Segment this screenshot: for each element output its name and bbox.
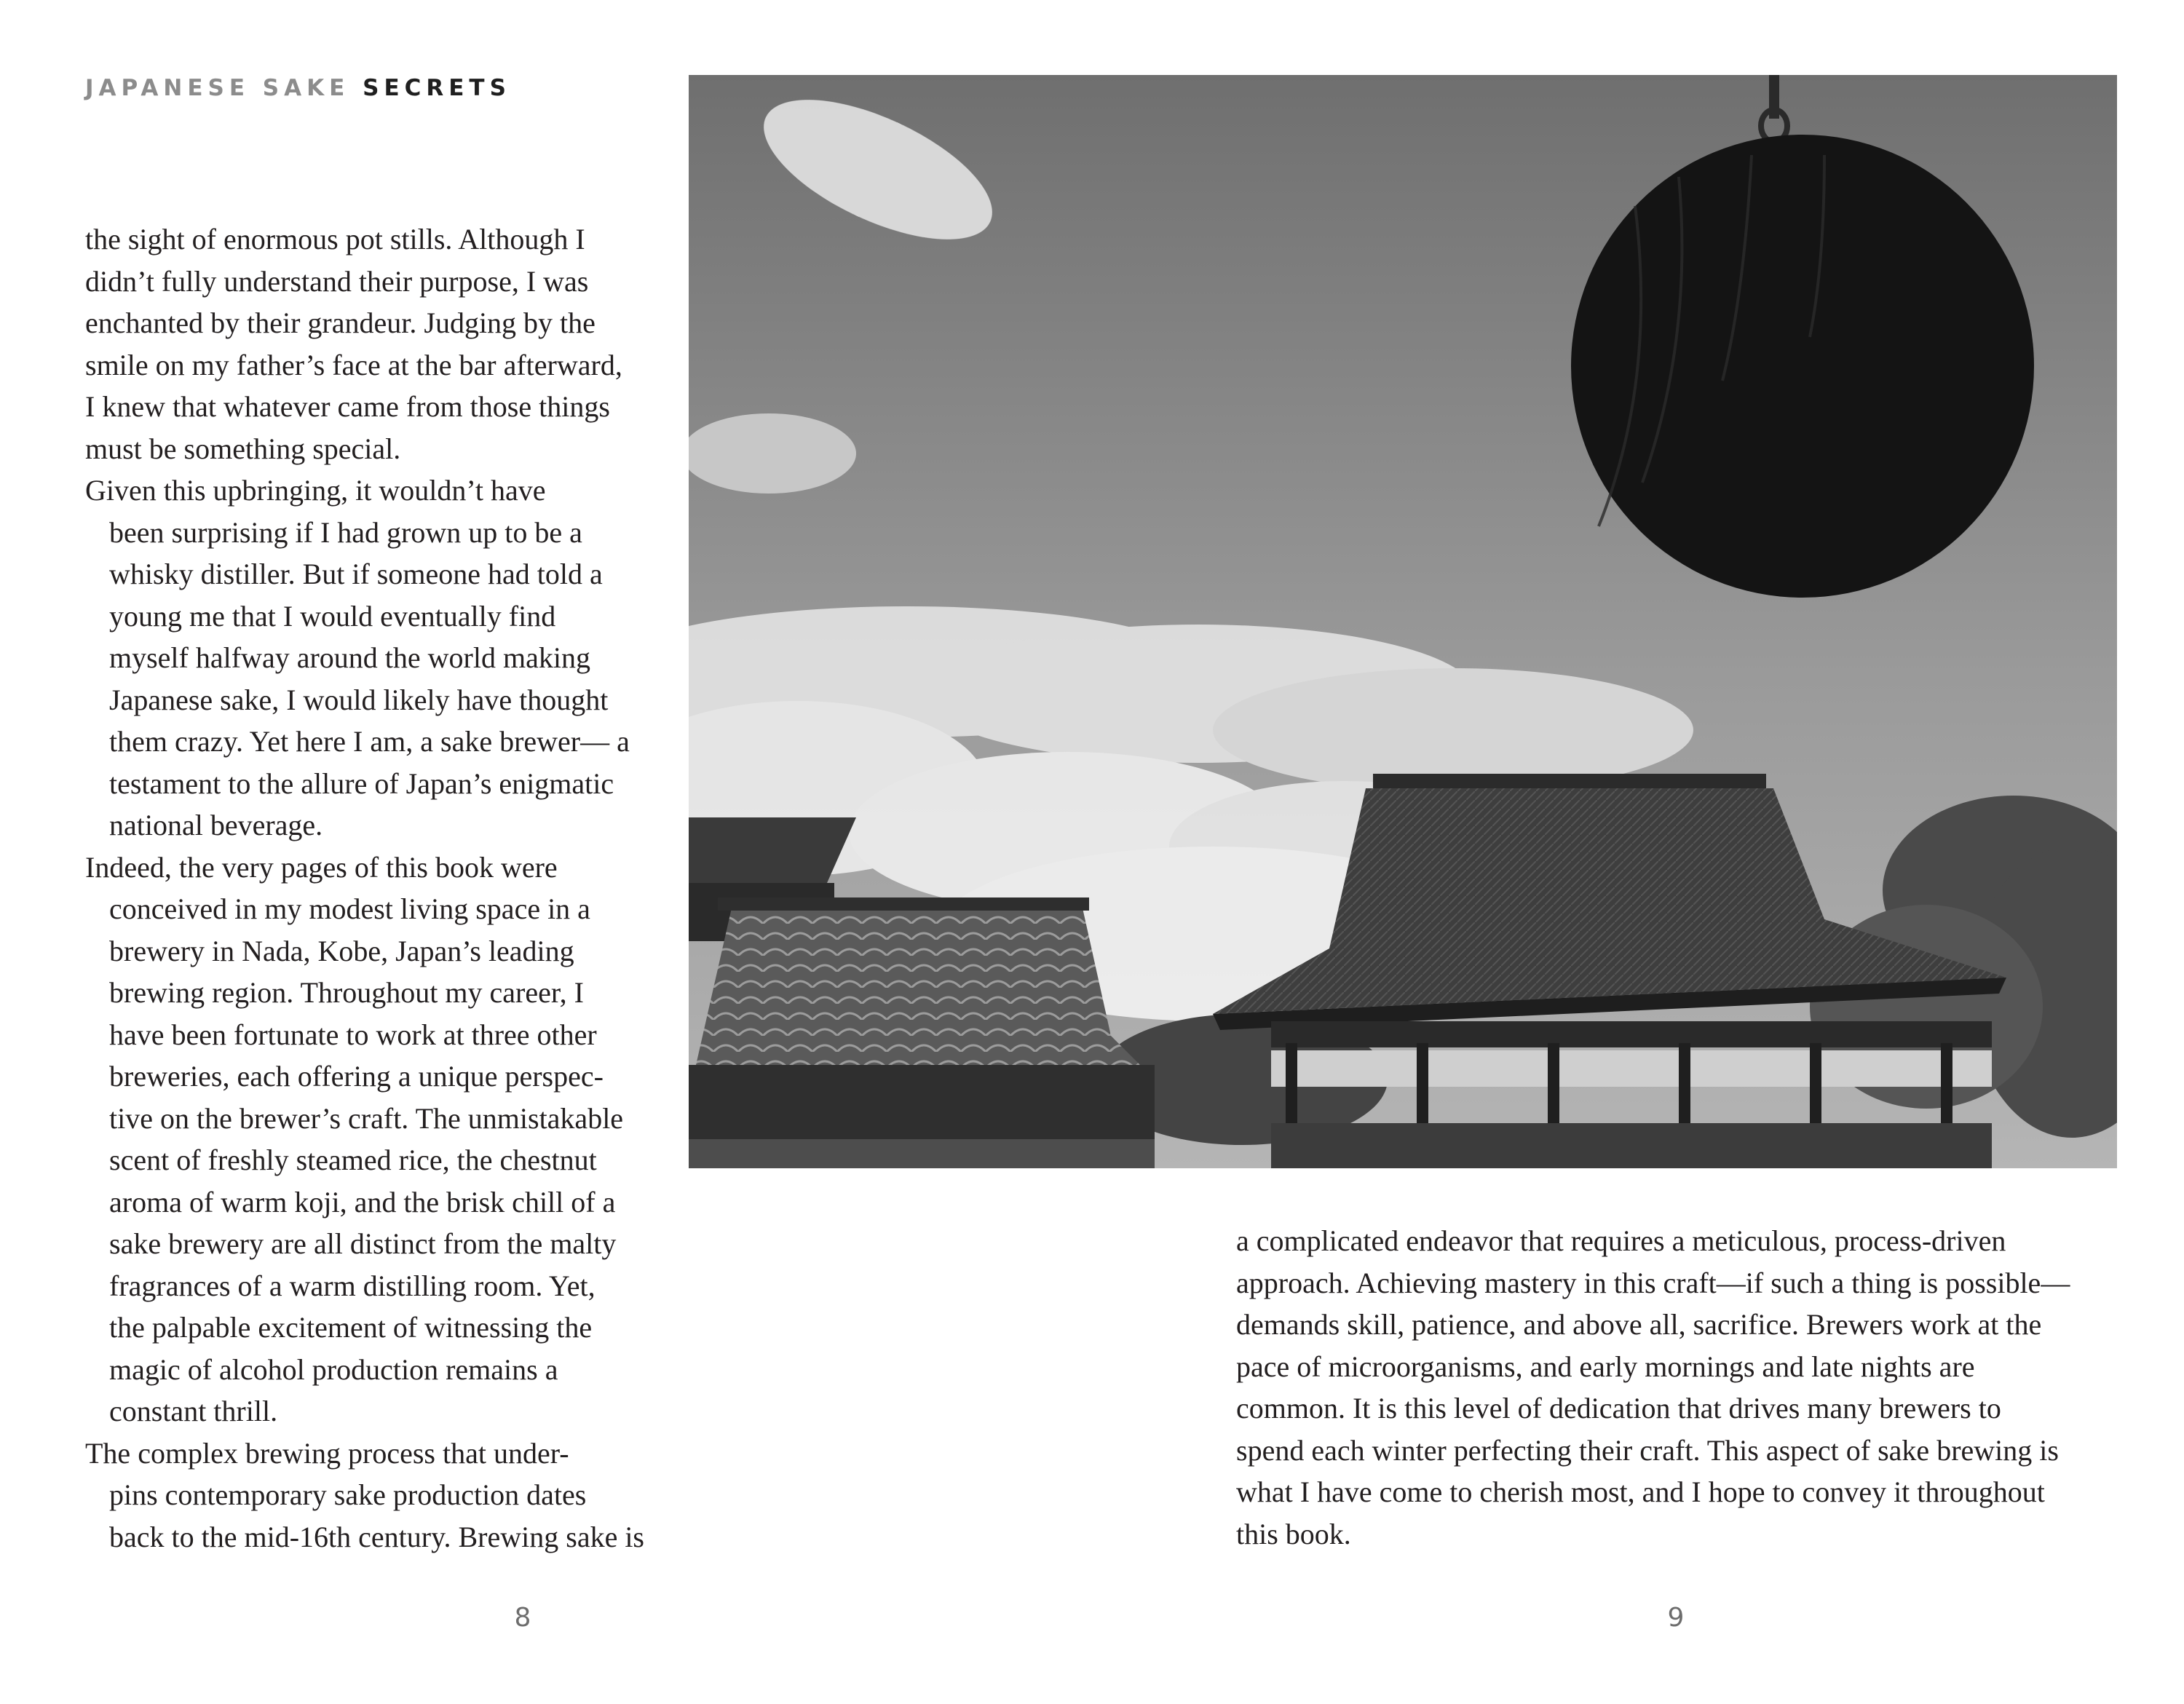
left-page-body	[85, 218, 653, 1558]
page-number-right: 9	[1667, 1603, 1685, 1633]
body-paragraph	[85, 1432, 653, 1558]
body-paragraph	[85, 847, 653, 1432]
text-line: The complex brewing process that under-	[85, 1436, 569, 1470]
text-line: aroma of warm koji, and the brisk chill of a	[109, 1185, 616, 1218]
text-line: a complicated endeavor that requires a meticulous, process-driven	[1236, 1224, 2006, 1257]
sugidama-temple-photo	[689, 75, 2117, 1168]
text-line: young me that I would eventually find	[109, 599, 556, 633]
text-line: myself halfway around the world making	[109, 641, 590, 674]
text-line: Indeed, the very pages of this book were	[85, 850, 558, 884]
text-line: didn’t fully understand their purpose, I was	[85, 264, 589, 298]
text-line: pace of microorganisms, and early mornings and late nights are	[1236, 1350, 1975, 1383]
page-number-left: 8	[514, 1603, 531, 1633]
text-line: the sight of enormous pot stills. Although I	[85, 223, 585, 255]
text-line: common. It is this level of dedication that drives many brewers to	[1236, 1392, 2001, 1424]
body-paragraph	[1236, 1220, 2124, 1555]
text-line: Given this upbringing, it wouldn’t have	[85, 474, 546, 507]
right-page-body	[1236, 1220, 2124, 1555]
text-line: been surprising if I had grown up to be a	[109, 515, 582, 549]
tiled-roof-building	[689, 897, 1155, 1168]
text-line: the palpable excitement of witnessing the	[109, 1311, 593, 1344]
text-line: national beverage.	[109, 809, 323, 841]
text-line: whisky distiller. But if someone had told a	[109, 558, 603, 590]
text-line: sake brewery are all distinct from the malty	[109, 1227, 617, 1260]
text-line: smile on my father’s face at the bar afterward,	[85, 348, 622, 381]
text-line: brewing region. Throughout my career, I	[109, 976, 584, 1009]
text-line: this book.	[1236, 1517, 1351, 1550]
text-line: testament to the allure of Japan’s enigmatic	[109, 766, 614, 800]
text-line: tive on the brewer’s craft. The unmistakable	[109, 1101, 624, 1135]
text-line: them crazy. Yet here I am, a sake brewer— a	[109, 725, 630, 758]
photo-illustration	[689, 75, 2117, 1168]
running-head-emphasis: SECRETS	[363, 75, 511, 101]
text-line: demands skill, patience, and above all, sacrifice. Brewers work at the	[1236, 1308, 2042, 1341]
text-line: magic of alcohol production remains a	[109, 1352, 558, 1386]
text-line: have been fortunate to work at three other	[109, 1018, 597, 1051]
text-line: approach. Achieving mastery in this craft—if such a thing is possible—	[1236, 1266, 2070, 1299]
text-line: pins contemporary sake production dates	[109, 1478, 587, 1511]
body-paragraph	[85, 469, 653, 847]
text-line: conceived in my modest living space in a	[109, 892, 590, 925]
text-line: constant thrill.	[109, 1395, 278, 1427]
text-line: scent of freshly steamed rice, the chestnut	[109, 1144, 597, 1176]
text-line: back to the mid-16th century. Brewing sake is	[109, 1520, 644, 1553]
text-line: spend each winter perfecting their craft. This aspect of sake brewing is	[1236, 1433, 2059, 1467]
text-line: what I have come to cherish most, and I hope to convey it throughout	[1236, 1475, 2045, 1508]
text-line: Japanese sake, I would likely have thought	[109, 683, 609, 716]
body-paragraph	[85, 218, 653, 469]
running-head-book-title: JAPANESE SAKE	[85, 75, 350, 101]
text-line: brewery in Nada, Kobe, Japan’s leading	[109, 934, 574, 967]
text-line: fragrances of a warm distilling room. Yet,	[109, 1269, 596, 1302]
text-line: breweries, each offering a unique perspec-	[109, 1060, 604, 1093]
text-line: I knew that whatever came from those things	[85, 390, 610, 423]
text-line: enchanted by their grandeur. Judging by the	[85, 306, 596, 339]
text-line: must be something special.	[85, 432, 401, 465]
running-head	[85, 75, 511, 101]
